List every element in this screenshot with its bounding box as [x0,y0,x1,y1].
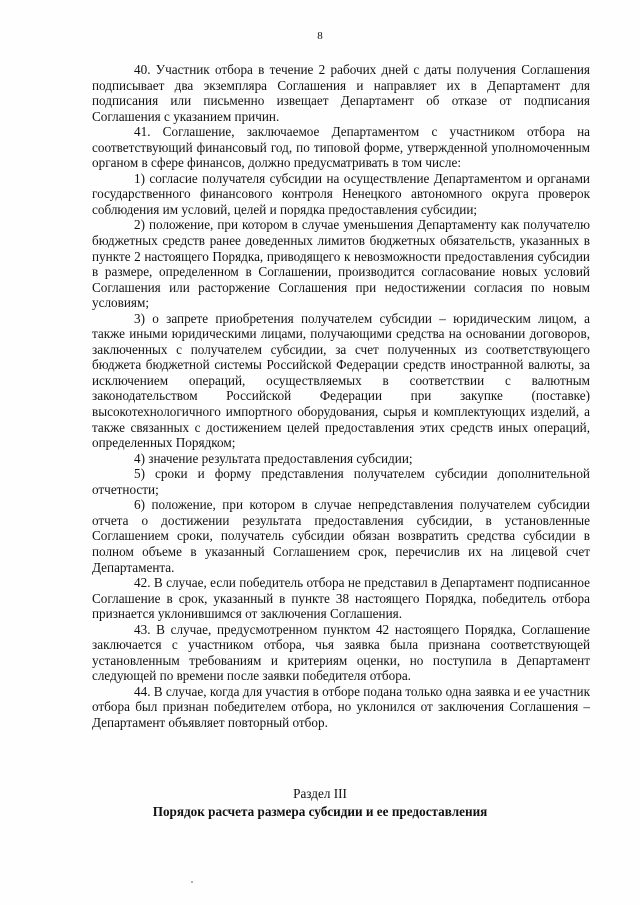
page-number: 8 [317,30,323,42]
list-item-6: 6) положение, при котором в случае непредставления получателем субсидии отчета о достижении результата предоставления субсидии, в установленные Соглашением сроки, получатель субсидии обязан возвратить средства субсидии в полном объеме в указанный Соглашением срок, перечислив их на лицевой счет Департамента. [92,497,590,575]
section-title: Порядок расчета размера субсидии и ее предоставления [152,804,488,819]
list-item-4: 4) значение результата предоставления субсидии; [134,450,413,466]
list-item-3: 3) о запрете приобретения получателем субсидии – юридическим лицом, а также иными юридическими лицами, получающими средства на основании договоров, заключенных с получателем субсидии, за счет полученных из соответствующего бюджета бюджетной системы Российской Федерации средств иностранной валюты, за исключением операций, осуществляемых в соответствии с валютным законодательством Российской Федерации при закупке (поставке) высокотехнологичного импортного оборудования, сырья и комплектующих изделий, а также связанных с достижением целей предоставления этих средств иных операций, определенных Порядком; [92,310,590,451]
scan-speck [191,881,193,883]
paragraph-41: 41. Соглашение, заключаемое Департаментом с участником отбора на соответствующий финансовый год, по типовой форме, утвержденной уполномоченным органом в сфере финансов, должно предусматривать в том числе: [92,124,590,171]
list-item-1: 1) согласие получателя субсидии на осуществление Департаментом и органами государственного финансового контроля Ненецкого автономного округа проверок соблюдения им условий, целей и порядка предоставления субсидии; [92,170,590,217]
list-item-2: 2) положение, при котором в случае уменьшения Департаменту как получателю бюджетных средств ранее доведенных лимитов бюджетных обязательств, указанных в пункте 2 настоящего Порядка, приводящего к невозможности предоставления субсидии в размере, определенном в Соглашении, производится согласование новых условий Соглашения или расторжение Соглашения при недостижении согласия по новым условиям; [92,217,590,311]
list-item-5: 5) сроки и форму представления получателем субсидии дополнительной отчетности; [92,466,590,497]
paragraph-44: 44. В случае, когда для участия в отборе подана только одна заявка и ее участник отбора был признан победителем отбора, но уклонился от заключения Соглашения – Департамент объявляет повторный отбор. [92,683,590,730]
paragraph-43: 43. В случае, предусмотренном пунктом 42 настоящего Порядка, Соглашение заключается с участником отбора, чья заявка была признана соответствующей установленным требованиям и критериям оценки, но поступила в Департамент следующей по времени после заявки победителя отбора. [92,621,590,684]
paragraph-42: 42. В случае, если победитель отбора не представил в Департамент подписанное Соглашение в срок, указанный в пункте 38 настоящего Порядка, победитель отбора признается уклонившимся от заключения Соглашения. [92,575,590,622]
section-heading: Раздел III [293,786,347,801]
document-body [92,62,590,731]
paragraph-40: 40. Участник отбора в течение 2 рабочих дней с даты получения Соглашения подписывает два экземпляра Соглашения и направляет их в Департамент для подписания или письменно извещает Департамент об отказе от подписания Соглашения с указанием причин. [92,62,590,124]
